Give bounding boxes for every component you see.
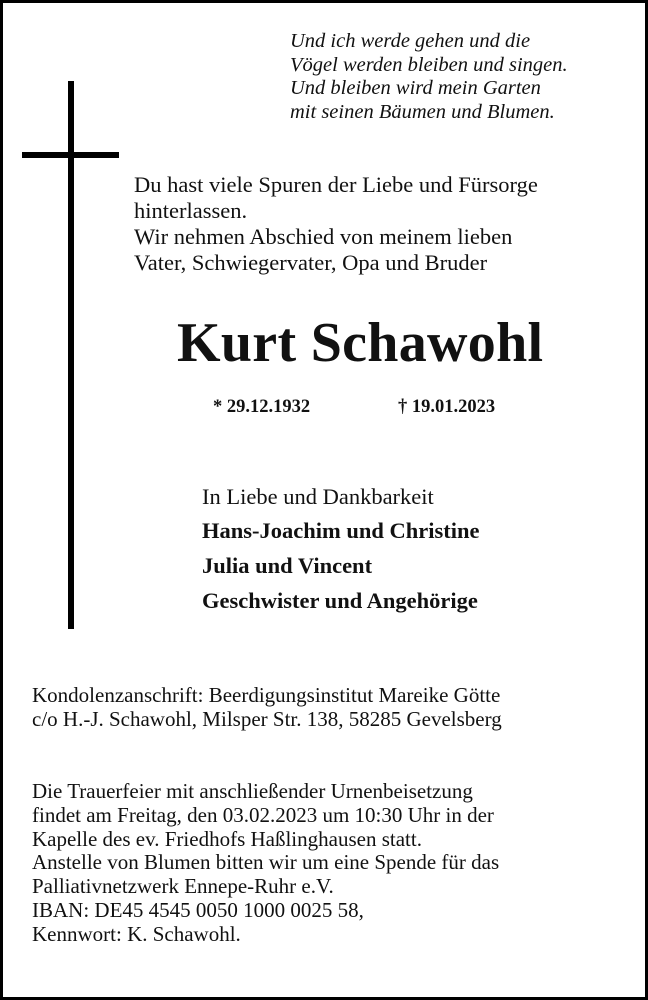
mourner-name: Julia und Vincent [202, 553, 373, 578]
mourners-intro: In Liebe und Dankbarkeit [202, 484, 434, 509]
mourner-name: Hans-Joachim und Christine [202, 518, 480, 543]
notice-line: Anstelle von Blumen bitten wir um eine Spende für das [32, 850, 500, 875]
intro-line: Du hast viele Spuren der Liebe und Fürsorge [134, 172, 538, 197]
funeral-notice [32, 780, 499, 947]
condolence-line: Kondolenzanschrift: Beerdigungsinstitut Mareike Götte [32, 683, 501, 707]
notice-line: Palliativnetzwerk Ennepe-Ruhr e.V. [32, 874, 334, 899]
poem-line: Und bleiben wird mein Garten [290, 77, 541, 99]
condolence-address [32, 683, 502, 731]
poem-line: Vögel werden bleiben und singen. [290, 53, 568, 76]
mourners-block [202, 480, 480, 618]
notice-line: IBAN: DE45 4545 0050 1000 0025 58, [32, 897, 364, 922]
poem-line: Und ich werde gehen und die [290, 30, 531, 52]
intro-line: Vater, Schwiegervater, Opa und Bruder [134, 250, 488, 275]
notice-line: Kapelle des ev. Friedhofs Haßlinghausen statt. [32, 826, 422, 851]
poem-line: mit seinen Bäumen und Blumen. [290, 100, 555, 123]
condolence-line: c/o H.-J. Schawohl, Milsper Str. 138, 58285 Gevelsberg [32, 707, 502, 731]
birth-date: * 29.12.1932 [213, 397, 311, 417]
intro-text [134, 172, 538, 276]
notice-line: Die Trauerfeier mit anschließender Urnenbeisetzung [32, 779, 473, 803]
death-date: † 19.01.2023 [398, 397, 496, 417]
intro-line: Wir nehmen Abschied von meinem lieben [134, 224, 513, 249]
mourner-name: Geschwister und Angehörige [202, 588, 478, 613]
cross-vertical-bar [68, 81, 74, 629]
notice-line: findet am Freitag, den 03.02.2023 um 10:30 Uhr in der [32, 802, 494, 827]
notice-line: Kennwort: K. Schawohl. [32, 921, 241, 946]
intro-line: hinterlassen. [134, 198, 248, 223]
cross-horizontal-bar [22, 152, 119, 158]
deceased-name: Kurt Schawohl [177, 312, 544, 374]
poem-verse [290, 30, 568, 124]
